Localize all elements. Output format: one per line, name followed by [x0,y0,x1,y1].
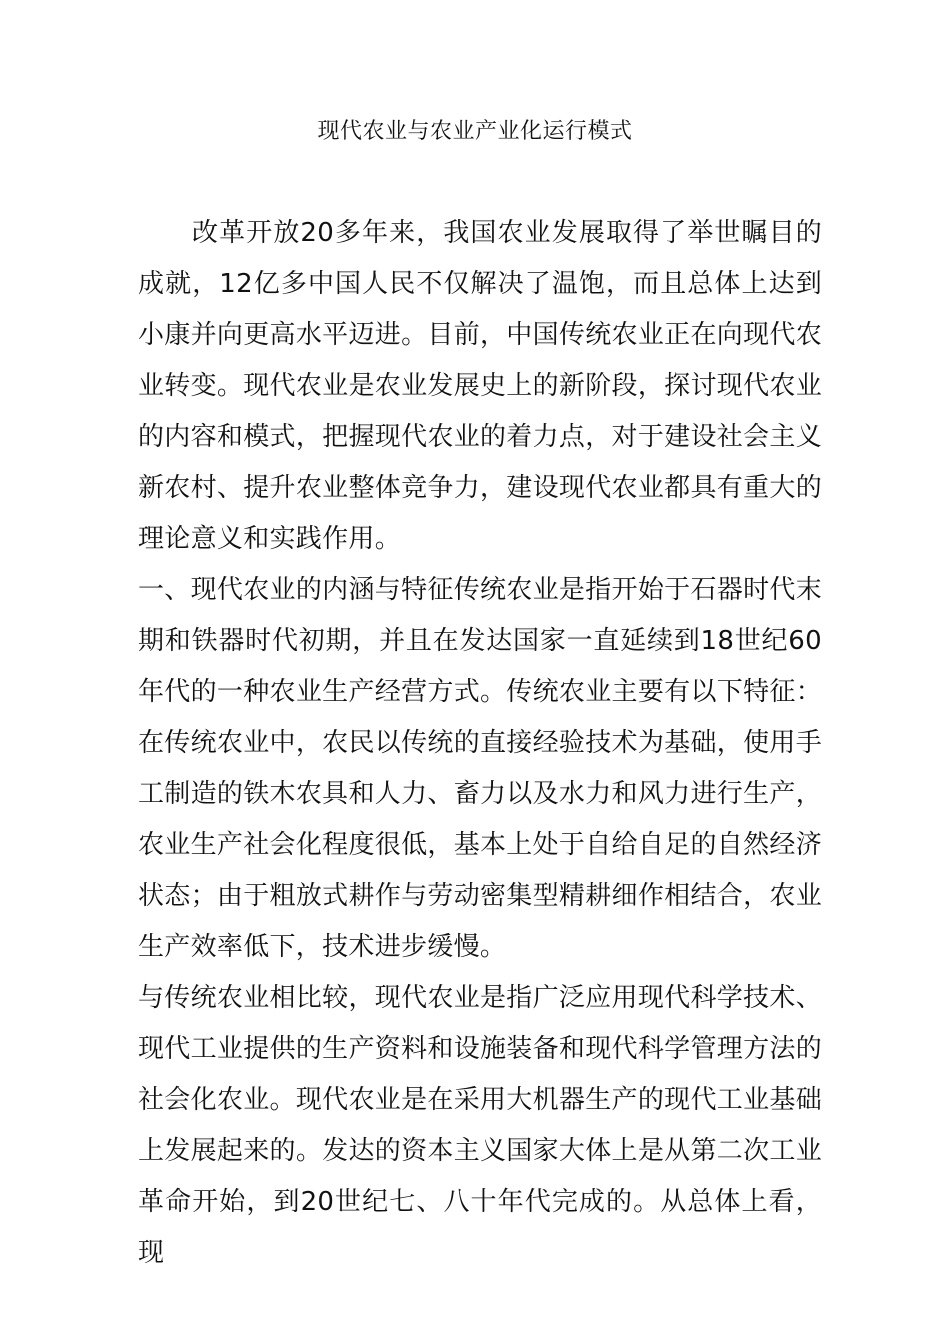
document-body [138,208,822,1279]
paragraph-traditional-agriculture: 一、现代农业的内涵与特征传统农业是指开始于石器时代末期和铁器时代初期，并且在发达国家一直延续到18世纪60年代的一种农业生产经营方式。传统农业主要有以下特征：在传统农业中，农民以传统的直接经验技术为基础，使用手工制造的铁木农具和人力、畜力以及水力和风力进行生产，农业生产社会化程度很低，基本上处于自给自足的自然经济状态；由于粗放式耕作与劳动密集型精耕细作相结合，农业生产效率低下，技术进步缓慢。 [138,575,822,962]
paragraph-intro: 改革开放20多年来，我国农业发展取得了举世瞩目的成就，12亿多中国人民不仅解决了温饱，而且总体上达到小康并向更高水平迈进。目前，中国传统农业正在向现代农业转变。现代农业是农业发展史上的新阶段，探讨现代农业的内容和模式，把握现代农业的着力点，对于建设社会主义新农村、提升农业整体竞争力，建设现代农业都具有重大的理论意义和实践作用。 [138,218,822,554]
paragraph-modern-agriculture: 与传统农业相比较，现代农业是指广泛应用现代科学技术、现代工业提供的生产资料和设施装备和现代科学管理方法的社会化农业。现代农业是在采用大机器生产的现代工业基础上发展起来的。发达的资本主义国家大体上是从第二次工业革命开始，到20世纪七、八十年代完成的。从总体上看，现 [138,983,822,1268]
document-title: 现代农业与农业产业化运行模式 [317,119,633,144]
